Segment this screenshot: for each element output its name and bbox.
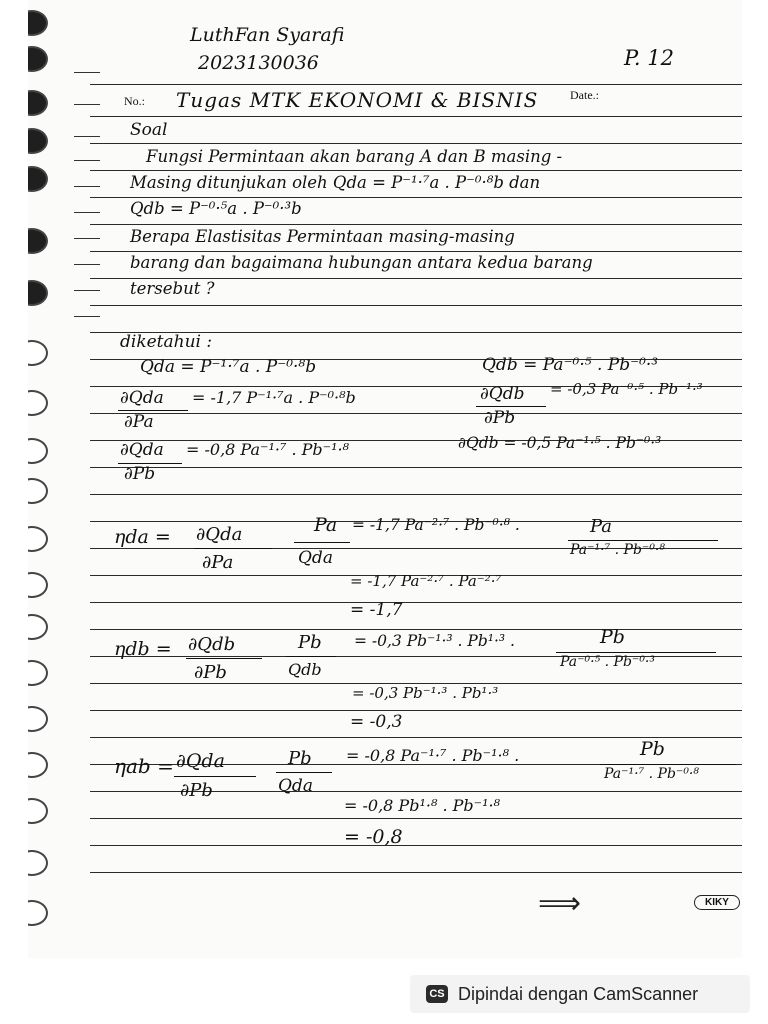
eta-da-result: = -1,7: [350, 600, 403, 620]
ruled-line: [90, 629, 742, 630]
eta-ab-den1: ∂Pb: [180, 780, 213, 801]
problem-line: tersebut ?: [130, 279, 215, 298]
eta-ab-rhs-den: Pa⁻¹·⁷ . Pb⁻⁰·⁸: [604, 766, 699, 782]
fraction-bar: [476, 406, 546, 407]
margin-dash: [74, 186, 100, 187]
eta-da-den1: ∂Pa: [202, 552, 234, 573]
ruled-line: [90, 494, 742, 495]
margin-dash: [74, 104, 100, 105]
derivative-numerator: ∂Qda: [120, 440, 164, 460]
eta-ab-label: ηab =: [114, 754, 174, 778]
margin-dash: [74, 264, 100, 265]
ruled-line: [90, 224, 742, 225]
derivative-value: ∂Qdb = -0,5 Pa⁻¹·⁵ . Pb⁻⁰·³: [458, 434, 662, 452]
margin-dash: [74, 316, 100, 317]
ruled-line: [90, 413, 742, 414]
binder-hole: [28, 478, 48, 504]
binder-hole: [28, 850, 48, 876]
fraction-bar: [568, 540, 718, 541]
eta-ab-num2: Pb: [288, 748, 312, 769]
ruled-line: [90, 710, 742, 711]
ruled-line: [90, 602, 742, 603]
eta-db-num2: Pb: [298, 632, 322, 653]
notebook-page: [28, 0, 742, 958]
binder-hole: [28, 340, 48, 366]
eta-ab-step: = -0,8 Pb¹·⁸ . Pb⁻¹·⁸: [344, 796, 500, 815]
scanner-watermark: [410, 975, 750, 1013]
ruled-line: [90, 818, 742, 819]
binder-hole: [28, 166, 48, 192]
binder-hole: [28, 438, 48, 464]
scanner-text: Dipindai dengan CamScanner: [458, 983, 699, 1004]
margin-dash: [74, 290, 100, 291]
date-label: Date.:: [570, 88, 599, 102]
known-heading: diketahui :: [120, 332, 213, 352]
eta-ab-rhs: = -0,8 Pa⁻¹·⁷ . Pb⁻¹·⁸ .: [346, 746, 520, 765]
no-label: No.:: [124, 94, 145, 108]
problem-line: Berapa Elastisitas Permintaan masing-masing: [130, 227, 515, 246]
eta-da-rhs-den: Pa⁻¹·⁷ . Pb⁻⁰·⁸: [570, 542, 665, 558]
ruled-line: [90, 845, 742, 846]
eta-da-num2: Pa: [314, 514, 338, 536]
eta-da-label: ηda =: [114, 526, 171, 548]
ruled-line: [90, 170, 742, 171]
derivative-value: = -1,7 P⁻¹·⁷a . P⁻⁰·⁸b: [192, 388, 356, 407]
fraction-bar: [186, 658, 262, 659]
student-id: 2023130036: [198, 52, 319, 74]
fraction-bar: [194, 548, 272, 549]
derivative-denominator: ∂Pa: [124, 412, 154, 432]
problem-line: Masing ditunjukan oleh Qda = P⁻¹·⁷a . P⁻⁰·⁸b dan: [130, 173, 541, 192]
binder-hole: [28, 128, 48, 154]
eta-ab-rhs-num: Pb: [640, 738, 665, 760]
eta-da-den2: Qda: [298, 548, 333, 568]
eta-db-rhs: = -0,3 Pb⁻¹·³ . Pb¹·³ .: [354, 632, 515, 650]
binder-hole: [28, 526, 48, 552]
ruled-line: [90, 251, 742, 252]
eta-da-step: = -1,7 Pa⁻²·⁷ . Pa⁻²·⁷: [350, 572, 502, 590]
binder-hole: [28, 660, 48, 686]
binder-hole: [28, 572, 48, 598]
binder-hole: [28, 798, 48, 824]
page-number: P. 12: [624, 46, 674, 70]
problem-line: barang dan bagaimana hubungan antara kedua barang: [130, 253, 593, 272]
derivative-numerator: ∂Qdb: [480, 384, 525, 404]
binder-hole: [28, 614, 48, 640]
fraction-bar: [118, 410, 188, 411]
margin-dash: [74, 136, 100, 137]
fraction-bar: [174, 776, 256, 777]
derivative-numerator: ∂Qda: [120, 388, 164, 408]
double-arrow-icon: ⟹: [538, 886, 582, 921]
notebook-brand-logo: KIKY: [694, 895, 740, 910]
eta-ab-result: = -0,8: [344, 826, 403, 848]
margin-dash: [74, 238, 100, 239]
binder-hole: [28, 280, 48, 306]
eta-ab-den2: Qda: [278, 776, 313, 796]
eta-da-num1: ∂Qda: [196, 524, 243, 545]
binder-hole: [28, 228, 48, 254]
binder-hole: [28, 10, 48, 36]
ruled-line: [90, 116, 742, 117]
problem-line: Fungsi Permintaan akan barang A dan B masing -: [146, 147, 563, 166]
derivative-denominator: ∂Pb: [124, 464, 156, 484]
page-title: Tugas MTK EKONOMI & BISNIS: [176, 88, 539, 112]
fraction-bar: [294, 542, 350, 543]
ruled-line: [90, 872, 742, 873]
binder-hole: [28, 90, 48, 116]
ruled-line: [90, 467, 742, 468]
fraction-bar: [556, 652, 716, 653]
problem-line: Qdb = P⁻⁰·⁵a . P⁻⁰·³b: [130, 199, 302, 218]
eta-db-step: = -0,3 Pb⁻¹·³ . Pb¹·³: [352, 684, 499, 702]
camscanner-logo-icon: CS: [426, 985, 448, 1003]
qda-function: Qda = P⁻¹·⁷a . P⁻⁰·⁸b: [140, 357, 317, 377]
eta-da-rhs: = -1,7 Pa⁻²·⁷ . Pb⁻⁰·⁸ .: [352, 516, 520, 534]
binder-hole: [28, 752, 48, 778]
margin-dash: [74, 212, 100, 213]
fraction-bar: [276, 772, 332, 773]
margin-dash: [74, 72, 100, 73]
ruled-line: [90, 84, 742, 85]
ruled-line: [90, 305, 742, 306]
eta-da-rhs-num: Pa: [590, 516, 613, 537]
eta-db-rhs-num: Pb: [600, 626, 625, 648]
fraction-bar: [600, 764, 736, 765]
eta-db-den1: ∂Pb: [194, 662, 227, 683]
student-name: LuthFan Syarafi: [190, 24, 345, 46]
qdb-function: Qdb = Pa⁻⁰·⁵ . Pb⁻⁰·³: [482, 355, 659, 375]
derivative-denominator: ∂Pb: [484, 408, 516, 428]
binder-hole: [28, 390, 48, 416]
binder-hole: [28, 900, 48, 926]
fraction-bar: [286, 656, 336, 657]
derivative-value: = -0,3 Pa⁻⁰·⁵ . Pb⁻¹·³: [550, 380, 703, 398]
ruled-line: [90, 143, 742, 144]
eta-db-result: = -0,3: [350, 712, 403, 732]
binder-hole: [28, 46, 48, 72]
eta-db-rhs-den: Pa⁻⁰·⁵ . Pb⁻⁰·³: [560, 654, 655, 670]
eta-db-den2: Qdb: [288, 660, 322, 679]
eta-ab-num1: ∂Qda: [176, 750, 225, 772]
ruled-line: [90, 197, 742, 198]
margin-dash: [74, 160, 100, 161]
eta-db-num1: ∂Qdb: [188, 634, 236, 655]
problem-heading: Soal: [130, 120, 168, 140]
binder-hole: [28, 706, 48, 732]
derivative-value: = -0,8 Pa⁻¹·⁷ . Pb⁻¹·⁸: [186, 440, 349, 459]
eta-db-label: ηdb =: [114, 638, 172, 660]
